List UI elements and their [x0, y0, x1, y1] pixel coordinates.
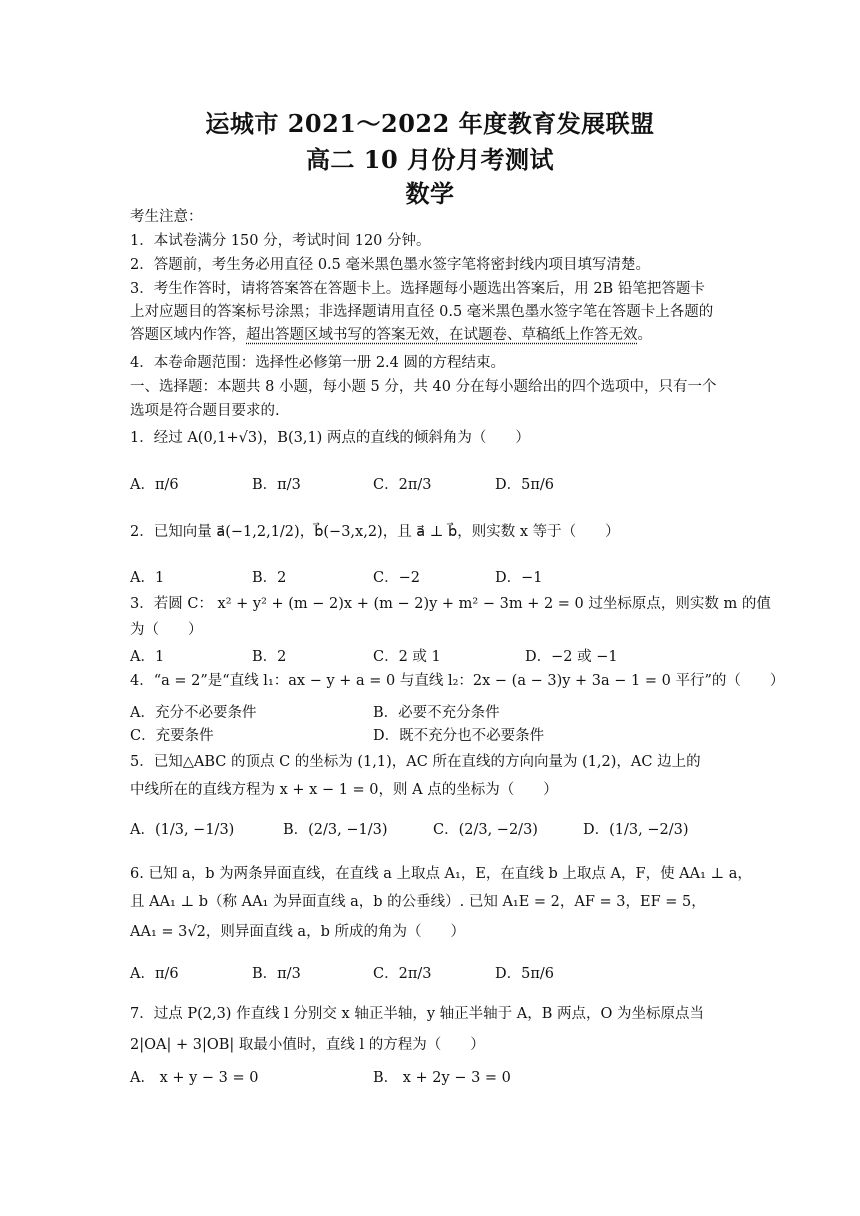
section1-instructions-1: 一、选择题：本题共 8 小题，每小题 5 分，共 40 分在每小题给出的四个选项中，只有一个 — [130, 379, 717, 395]
q6-option-d: D．5π/6 — [495, 966, 554, 982]
q3-stem-1: 3．若圆 C： x² + y² + (m − 2)x + (m − 2)y + m² − 3m + 2 = 0 过坐标原点，则实数 m 的值 — [130, 596, 771, 612]
q7-stem-1: 7．过点 P(2,3) 作直线 l 分别交 x 轴正半轴，y 轴正半轴于 A，B 两点，O 为坐标原点当 — [130, 1006, 704, 1022]
exam-title-line1: 运城市 2021～2022 年度教育发展联盟 — [205, 109, 655, 138]
notice-item-3c-plain: 答题区域内作答， — [130, 327, 246, 343]
q4-option-d: D．既不充分也不必要条件 — [373, 728, 545, 744]
notice-item-3c-end: 。 — [637, 327, 652, 343]
q5-stem-1: 5．已知△ABC 的顶点 C 的坐标为 (1,1)，AC 所在直线的方向向量为 (1,2)，AC 边上的 — [130, 754, 701, 770]
q1-option-d: D．5π/6 — [495, 477, 554, 493]
q1-stem: 1．经过 A(0,1+√3)，B(3,1) 两点的直线的倾斜角为（ ） — [130, 430, 530, 446]
q4-stem: 4．“a = 2”是“直线 l₁：ax − y + a = 0 与直线 l₂：2x − (a − 3)y + 3a − 1 = 0 平行”的（ ） — [130, 673, 785, 689]
q5-stem-2: 中线所在的直线方程为 x + x − 1 = 0，则 A 点的坐标为（ ） — [130, 782, 558, 798]
q5-option-b: B．(2/3, −1/3) — [283, 822, 388, 838]
q6-option-b: B．π/3 — [252, 966, 301, 982]
notice-item-3c-dotted: 超出答题区域书写的答案无效，在试题卷、草稿纸上作答无效 — [246, 327, 638, 343]
q6-stem-2: 且 AA₁ ⊥ b（称 AA₁ 为异面直线 a，b 的公垂线）. 已知 A₁E = 2，AF = 3，EF = 5， — [130, 894, 706, 910]
q7-option-a: A． x + y − 3 = 0 — [130, 1070, 259, 1086]
q3-option-c: C．2 或 1 — [373, 649, 441, 665]
q2-stem: 2．已知向量 a⃗(−1,2,1/2)，b⃗(−3,x,2)，且 a⃗ ⊥ b⃗，则实数 x 等于（ ） — [130, 524, 620, 540]
q5-option-c: C．(2/3, −2/3) — [433, 822, 538, 838]
notice-item-3c — [130, 325, 732, 345]
q2-option-c: C．−2 — [373, 570, 420, 586]
section1-instructions-2: 选项是符合题目要求的. — [130, 403, 280, 419]
notice-item-2: 2．答题前，考生务必用直径 0.5 毫米黑色墨水签字笔将密封线内项目填写清楚。 — [130, 257, 651, 273]
q2-option-b: B．2 — [252, 570, 287, 586]
q3-option-a: A．1 — [130, 649, 165, 665]
q5-option-d: D．(1/3, −2/3) — [583, 822, 689, 838]
q3-stem-2: 为（ ） — [130, 622, 203, 638]
q7-stem-2: 2|OA| + 3|OB| 取最小值时，直线 l 的方程为（ ） — [130, 1037, 485, 1053]
notice-item-4: 4．本卷命题范围：选择性必修第一册 2.4 圆的方程结束。 — [130, 355, 506, 371]
q1-option-a: A．π/6 — [130, 477, 179, 493]
notice-item-3a: 3．考生作答时，请将答案答在答题卡上。选择题每小题选出答案后，用 2B 铅笔把答题卡 — [130, 281, 705, 297]
q2-option-a: A．1 — [130, 570, 165, 586]
exam-title-line2: 高二 10 月份月考测试 — [305, 145, 555, 174]
q1-option-b: B．π/3 — [252, 477, 301, 493]
notice-heading: 考生注意： — [130, 209, 203, 225]
q4-option-b: B．必要不充分条件 — [373, 705, 500, 721]
q4-option-c: C．充要条件 — [130, 728, 214, 744]
q1-option-c: C．2π/3 — [373, 477, 432, 493]
notice-item-1: 1．本试卷满分 150 分，考试时间 120 分钟。 — [130, 233, 431, 249]
q3-option-d: D．−2 或 −1 — [525, 649, 618, 665]
q2-option-d: D．−1 — [495, 570, 543, 586]
q6-stem-1: 6. 已知 a，b 为两条异面直线，在直线 a 上取点 A₁，E，在直线 b 上取点 A，F，使 AA₁ ⊥ a， — [130, 866, 752, 882]
q6-option-a: A．π/6 — [130, 966, 179, 982]
q6-option-c: C．2π/3 — [373, 966, 432, 982]
exam-subject: 数学 — [405, 179, 455, 208]
q6-stem-3: AA₁ = 3√2，则异面直线 a，b 所成的角为（ ） — [130, 924, 465, 940]
notice-item-3b: 上对应题目的答案标号涂黑；非选择题请用直径 0.5 毫米黑色墨水签字笔在答题卡上各题的 — [130, 304, 714, 320]
q4-option-a: A．充分不必要条件 — [130, 705, 257, 721]
q5-option-a: A．(1/3, −1/3) — [130, 822, 235, 838]
q7-option-b: B． x + 2y − 3 = 0 — [373, 1070, 511, 1086]
q3-option-b: B．2 — [252, 649, 287, 665]
